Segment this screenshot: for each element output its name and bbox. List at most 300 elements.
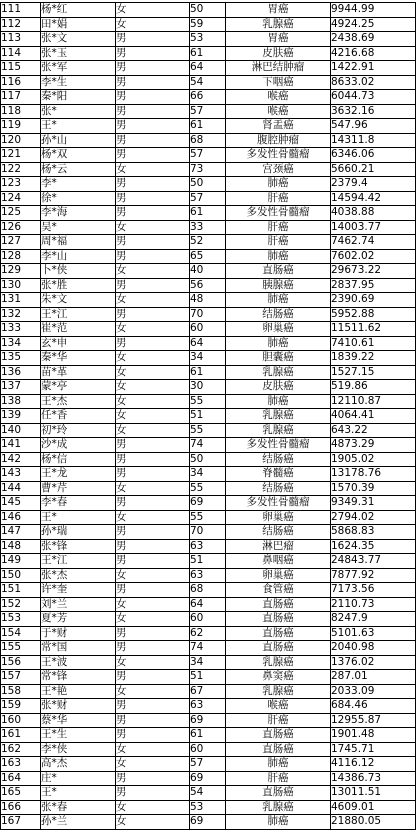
- patient-name-cell: 初*玲: [41, 423, 116, 438]
- cost-cell: 12955.87: [331, 713, 416, 728]
- row-number-cell: 116: [1, 75, 41, 90]
- patient-name-cell: 徐*: [41, 191, 116, 206]
- row-number-cell: 130: [1, 278, 41, 293]
- diagnosis-cell: 直肠癌: [226, 612, 331, 627]
- row-number-cell: 132: [1, 307, 41, 322]
- cost-cell: 1527.15: [331, 365, 416, 380]
- age-cell: 50: [190, 177, 226, 192]
- age-cell: 34: [190, 467, 226, 482]
- sex-cell: 男: [116, 177, 190, 192]
- patient-name-cell: 张*春: [41, 800, 116, 815]
- age-cell: 52: [190, 235, 226, 250]
- row-number-cell: 120: [1, 133, 41, 148]
- diagnosis-cell: 胃癌: [226, 3, 331, 18]
- diagnosis-cell: 卵巢癌: [226, 568, 331, 583]
- cost-cell: 2794.02: [331, 510, 416, 525]
- patient-name-cell: 王*: [41, 786, 116, 801]
- row-number-cell: 145: [1, 496, 41, 511]
- sex-cell: 男: [116, 670, 190, 685]
- table-row: [1, 46, 416, 61]
- row-number-cell: 155: [1, 641, 41, 656]
- row-number-cell: 114: [1, 46, 41, 61]
- sex-cell: 女: [116, 380, 190, 395]
- diagnosis-cell: 多发性骨髓瘤: [226, 148, 331, 163]
- patient-name-cell: 张*: [41, 104, 116, 119]
- cost-cell: 11511.62: [331, 322, 416, 337]
- diagnosis-cell: 胰腺癌: [226, 278, 331, 293]
- table-row: [1, 539, 416, 554]
- table-row: [1, 510, 416, 525]
- age-cell: 53: [190, 800, 226, 815]
- diagnosis-cell: 食管癌: [226, 583, 331, 598]
- table-row: [1, 148, 416, 163]
- diagnosis-cell: 肝癌: [226, 713, 331, 728]
- table-row: [1, 771, 416, 786]
- row-number-cell: 152: [1, 597, 41, 612]
- diagnosis-cell: 结肠癌: [226, 481, 331, 496]
- sex-cell: 女: [116, 481, 190, 496]
- row-number-cell: 139: [1, 409, 41, 424]
- sex-cell: 男: [116, 786, 190, 801]
- row-number-cell: 157: [1, 670, 41, 685]
- row-number-cell: 124: [1, 191, 41, 206]
- cost-cell: 9944.99: [331, 3, 416, 18]
- table-row: [1, 206, 416, 221]
- patient-name-cell: 常*国: [41, 641, 116, 656]
- table-row: [1, 104, 416, 119]
- diagnosis-cell: 乳腺癌: [226, 655, 331, 670]
- age-cell: 55: [190, 423, 226, 438]
- cost-cell: 1624.35: [331, 539, 416, 554]
- cost-cell: 14003.77: [331, 220, 416, 235]
- sex-cell: 男: [116, 336, 190, 351]
- sex-cell: 男: [116, 307, 190, 322]
- table-row: [1, 438, 416, 453]
- age-cell: 62: [190, 626, 226, 641]
- sex-cell: 女: [116, 655, 190, 670]
- table-row: [1, 496, 416, 511]
- cost-cell: 5660.21: [331, 162, 416, 177]
- table-row: [1, 815, 416, 830]
- age-cell: 57: [190, 191, 226, 206]
- age-cell: 64: [190, 597, 226, 612]
- age-cell: 33: [190, 220, 226, 235]
- diagnosis-cell: 喉癌: [226, 90, 331, 105]
- table-row: [1, 525, 416, 540]
- sex-cell: 男: [116, 728, 190, 743]
- sex-cell: 男: [116, 46, 190, 61]
- diagnosis-cell: 喉癌: [226, 104, 331, 119]
- patient-name-cell: 杨*云: [41, 162, 116, 177]
- table-row: [1, 467, 416, 482]
- diagnosis-cell: 乳腺癌: [226, 365, 331, 380]
- table-row: [1, 742, 416, 757]
- age-cell: 51: [190, 409, 226, 424]
- age-cell: 55: [190, 510, 226, 525]
- row-number-cell: 151: [1, 583, 41, 598]
- age-cell: 50: [190, 452, 226, 467]
- diagnosis-cell: 乳腺癌: [226, 409, 331, 424]
- table-row: [1, 32, 416, 47]
- sex-cell: 男: [116, 525, 190, 540]
- sex-cell: 男: [116, 90, 190, 105]
- sex-cell: 女: [116, 684, 190, 699]
- patient-name-cell: 李*生: [41, 75, 116, 90]
- table-row: [1, 423, 416, 438]
- row-number-cell: 119: [1, 119, 41, 134]
- age-cell: 54: [190, 75, 226, 90]
- patient-name-cell: 张*文: [41, 32, 116, 47]
- sex-cell: 女: [116, 162, 190, 177]
- cost-cell: 5952.88: [331, 307, 416, 322]
- age-cell: 68: [190, 133, 226, 148]
- age-cell: 61: [190, 206, 226, 221]
- patient-name-cell: 许*奎: [41, 583, 116, 598]
- diagnosis-cell: 多发性骨髓瘤: [226, 496, 331, 511]
- table-row: [1, 235, 416, 250]
- age-cell: 34: [190, 351, 226, 366]
- sex-cell: 男: [116, 75, 190, 90]
- diagnosis-cell: 肝癌: [226, 220, 331, 235]
- table-row: [1, 75, 416, 90]
- table-row: [1, 3, 416, 18]
- table-row: [1, 684, 416, 699]
- patient-name-cell: 沙*成: [41, 438, 116, 453]
- row-number-cell: 159: [1, 699, 41, 714]
- sex-cell: 女: [116, 409, 190, 424]
- diagnosis-cell: 宫颈癌: [226, 162, 331, 177]
- patient-name-cell: 高*杰: [41, 757, 116, 772]
- cost-cell: 29673.22: [331, 264, 416, 279]
- diagnosis-cell: 肺癌: [226, 757, 331, 772]
- age-cell: 51: [190, 554, 226, 569]
- age-cell: 65: [190, 249, 226, 264]
- row-number-cell: 131: [1, 293, 41, 308]
- diagnosis-cell: 淋巴瘤: [226, 539, 331, 554]
- cost-cell: 519.86: [331, 380, 416, 395]
- row-number-cell: 122: [1, 162, 41, 177]
- row-number-cell: 127: [1, 235, 41, 250]
- cost-cell: 4038.88: [331, 206, 416, 221]
- sex-cell: 男: [116, 641, 190, 656]
- cost-cell: 5101.63: [331, 626, 416, 641]
- patient-name-cell: 周*福: [41, 235, 116, 250]
- cost-cell: 7602.02: [331, 249, 416, 264]
- age-cell: 63: [190, 568, 226, 583]
- sex-cell: 男: [116, 191, 190, 206]
- patient-name-cell: 张*杰: [41, 568, 116, 583]
- patient-name-cell: 庄*: [41, 771, 116, 786]
- sex-cell: 男: [116, 133, 190, 148]
- patient-name-cell: 王*江: [41, 554, 116, 569]
- patient-name-cell: 夏*芳: [41, 612, 116, 627]
- table-row: [1, 133, 416, 148]
- cost-cell: 4116.12: [331, 757, 416, 772]
- age-cell: 34: [190, 655, 226, 670]
- diagnosis-cell: 直肠癌: [226, 264, 331, 279]
- diagnosis-cell: 喉癌: [226, 699, 331, 714]
- row-number-cell: 147: [1, 525, 41, 540]
- table-row: [1, 641, 416, 656]
- diagnosis-cell: 肝癌: [226, 191, 331, 206]
- cost-cell: 8633.02: [331, 75, 416, 90]
- sex-cell: 女: [116, 510, 190, 525]
- diagnosis-cell: 肺癌: [226, 249, 331, 264]
- sex-cell: 男: [116, 61, 190, 76]
- row-number-cell: 123: [1, 177, 41, 192]
- diagnosis-cell: 鼻咽癌: [226, 554, 331, 569]
- patient-name-cell: 张*军: [41, 61, 116, 76]
- diagnosis-cell: 肺癌: [226, 293, 331, 308]
- diagnosis-cell: 直肠癌: [226, 626, 331, 641]
- table-row: [1, 220, 416, 235]
- sex-cell: 男: [116, 626, 190, 641]
- diagnosis-cell: 肺癌: [226, 815, 331, 830]
- diagnosis-cell: 肝癌: [226, 771, 331, 786]
- cost-cell: 14311.8: [331, 133, 416, 148]
- sex-cell: 女: [116, 17, 190, 32]
- cost-cell: 1901.48: [331, 728, 416, 743]
- patient-name-cell: 王*龙: [41, 467, 116, 482]
- age-cell: 55: [190, 481, 226, 496]
- diagnosis-cell: 肾盂癌: [226, 119, 331, 134]
- age-cell: 51: [190, 670, 226, 685]
- sex-cell: 女: [116, 293, 190, 308]
- sex-cell: 男: [116, 554, 190, 569]
- row-number-cell: 117: [1, 90, 41, 105]
- diagnosis-cell: 卵巢癌: [226, 510, 331, 525]
- age-cell: 68: [190, 583, 226, 598]
- patient-name-cell: 崔*范: [41, 322, 116, 337]
- sex-cell: 男: [116, 583, 190, 598]
- diagnosis-cell: 乳腺癌: [226, 423, 331, 438]
- cost-cell: 684.46: [331, 699, 416, 714]
- sex-cell: 男: [116, 496, 190, 511]
- cost-cell: 8247.9: [331, 612, 416, 627]
- cost-cell: 2033.09: [331, 684, 416, 699]
- patient-name-cell: 李*: [41, 177, 116, 192]
- diagnosis-cell: 胃癌: [226, 32, 331, 47]
- sex-cell: 女: [116, 815, 190, 830]
- patient-name-cell: 孙*瑞: [41, 525, 116, 540]
- row-number-cell: 156: [1, 655, 41, 670]
- cost-cell: 13178.76: [331, 467, 416, 482]
- cost-cell: 4609.01: [331, 800, 416, 815]
- sex-cell: 女: [116, 322, 190, 337]
- diagnosis-cell: 直肠癌: [226, 786, 331, 801]
- row-number-cell: 165: [1, 786, 41, 801]
- cost-cell: 3632.16: [331, 104, 416, 119]
- table-row: [1, 583, 416, 598]
- age-cell: 59: [190, 17, 226, 32]
- sex-cell: 男: [116, 771, 190, 786]
- cost-cell: 7410.61: [331, 336, 416, 351]
- table-row: [1, 177, 416, 192]
- cost-cell: 2837.95: [331, 278, 416, 293]
- patient-name-cell: 孙*兰: [41, 815, 116, 830]
- age-cell: 60: [190, 322, 226, 337]
- row-number-cell: 154: [1, 626, 41, 641]
- diagnosis-cell: 下咽癌: [226, 75, 331, 90]
- sex-cell: 男: [116, 119, 190, 134]
- cost-cell: 2379.4: [331, 177, 416, 192]
- age-cell: 69: [190, 713, 226, 728]
- age-cell: 48: [190, 293, 226, 308]
- age-cell: 56: [190, 278, 226, 293]
- table-row: [1, 554, 416, 569]
- table-row: [1, 612, 416, 627]
- table-row: [1, 249, 416, 264]
- cost-cell: 2040.98: [331, 641, 416, 656]
- row-number-cell: 135: [1, 351, 41, 366]
- age-cell: 63: [190, 699, 226, 714]
- patient-name-cell: 朱*文: [41, 293, 116, 308]
- cost-cell: 24843.77: [331, 554, 416, 569]
- age-cell: 74: [190, 641, 226, 656]
- sex-cell: 女: [116, 612, 190, 627]
- age-cell: 61: [190, 119, 226, 134]
- row-number-cell: 153: [1, 612, 41, 627]
- cost-cell: 13011.51: [331, 786, 416, 801]
- cost-cell: 2390.69: [331, 293, 416, 308]
- diagnosis-cell: 乳腺癌: [226, 17, 331, 32]
- diagnosis-cell: 多发性骨髓瘤: [226, 206, 331, 221]
- sex-cell: 男: [116, 438, 190, 453]
- patient-name-cell: 孙*山: [41, 133, 116, 148]
- cost-cell: 7462.74: [331, 235, 416, 250]
- sex-cell: 女: [116, 220, 190, 235]
- diagnosis-cell: 乳腺癌: [226, 684, 331, 699]
- diagnosis-cell: 结肠癌: [226, 525, 331, 540]
- diagnosis-cell: 直肠癌: [226, 728, 331, 743]
- age-cell: 69: [190, 771, 226, 786]
- row-number-cell: 166: [1, 800, 41, 815]
- patient-table: [0, 2, 416, 830]
- table-row: [1, 119, 416, 134]
- diagnosis-cell: 结肠癌: [226, 307, 331, 322]
- age-cell: 57: [190, 148, 226, 163]
- cost-cell: 1839.22: [331, 351, 416, 366]
- diagnosis-cell: 肝癌: [226, 235, 331, 250]
- cost-cell: 9349.31: [331, 496, 416, 511]
- patient-name-cell: 杨*红: [41, 3, 116, 18]
- patient-name-cell: 田*娟: [41, 17, 116, 32]
- table-row: [1, 699, 416, 714]
- row-number-cell: 133: [1, 322, 41, 337]
- diagnosis-cell: 脊髓癌: [226, 467, 331, 482]
- cost-cell: 1745.71: [331, 742, 416, 757]
- diagnosis-cell: 肺癌: [226, 336, 331, 351]
- sex-cell: 男: [116, 249, 190, 264]
- table-row: [1, 307, 416, 322]
- diagnosis-cell: 乳腺癌: [226, 800, 331, 815]
- row-number-cell: 160: [1, 713, 41, 728]
- patient-name-cell: 张*胜: [41, 278, 116, 293]
- row-number-cell: 144: [1, 481, 41, 496]
- patient-name-cell: 于*财: [41, 626, 116, 641]
- table-row: [1, 452, 416, 467]
- cost-cell: 6044.73: [331, 90, 416, 105]
- row-number-cell: 162: [1, 742, 41, 757]
- table-row: [1, 90, 416, 105]
- table-row: [1, 17, 416, 32]
- table-body: [1, 3, 416, 830]
- row-number-cell: 113: [1, 32, 41, 47]
- diagnosis-cell: 皮肤癌: [226, 46, 331, 61]
- table-row: [1, 597, 416, 612]
- patient-name-cell: 蔡*华: [41, 713, 116, 728]
- table-row: [1, 293, 416, 308]
- cost-cell: 7877.92: [331, 568, 416, 583]
- cost-cell: 2110.73: [331, 597, 416, 612]
- age-cell: 74: [190, 438, 226, 453]
- patient-name-cell: 李*春: [41, 496, 116, 511]
- row-number-cell: 137: [1, 380, 41, 395]
- patient-name-cell: 张*锋: [41, 539, 116, 554]
- age-cell: 53: [190, 32, 226, 47]
- patient-name-cell: 张*财: [41, 699, 116, 714]
- age-cell: 40: [190, 264, 226, 279]
- cost-cell: 547.96: [331, 119, 416, 134]
- sex-cell: 女: [116, 423, 190, 438]
- age-cell: 60: [190, 742, 226, 757]
- sex-cell: 男: [116, 539, 190, 554]
- sex-cell: 男: [116, 699, 190, 714]
- patient-name-cell: 任*香: [41, 409, 116, 424]
- age-cell: 61: [190, 46, 226, 61]
- table-row: [1, 670, 416, 685]
- row-number-cell: 129: [1, 264, 41, 279]
- row-number-cell: 149: [1, 554, 41, 569]
- diagnosis-cell: 直肠癌: [226, 742, 331, 757]
- table-row: [1, 568, 416, 583]
- diagnosis-cell: 肺癌: [226, 394, 331, 409]
- table-row: [1, 394, 416, 409]
- table-row: [1, 626, 416, 641]
- age-cell: 63: [190, 539, 226, 554]
- row-number-cell: 121: [1, 148, 41, 163]
- patient-name-cell: 王*艳: [41, 684, 116, 699]
- age-cell: 60: [190, 612, 226, 627]
- cost-cell: 287.01: [331, 670, 416, 685]
- age-cell: 66: [190, 90, 226, 105]
- cost-cell: 7173.56: [331, 583, 416, 598]
- sex-cell: 男: [116, 467, 190, 482]
- cost-cell: 5868.83: [331, 525, 416, 540]
- age-cell: 73: [190, 162, 226, 177]
- sex-cell: 男: [116, 148, 190, 163]
- cost-cell: 1422.91: [331, 61, 416, 76]
- table-row: [1, 365, 416, 380]
- diagnosis-cell: 直肠癌: [226, 641, 331, 656]
- sex-cell: 女: [116, 800, 190, 815]
- age-cell: 57: [190, 104, 226, 119]
- diagnosis-cell: 结肠癌: [226, 452, 331, 467]
- row-number-cell: 112: [1, 17, 41, 32]
- patient-name-cell: 李*山: [41, 249, 116, 264]
- patient-name-cell: 苗*革: [41, 365, 116, 380]
- cost-cell: 2438.69: [331, 32, 416, 47]
- table-row: [1, 191, 416, 206]
- row-number-cell: 142: [1, 452, 41, 467]
- row-number-cell: 128: [1, 249, 41, 264]
- row-number-cell: 115: [1, 61, 41, 76]
- cost-cell: 6346.06: [331, 148, 416, 163]
- sex-cell: 男: [116, 206, 190, 221]
- sex-cell: 女: [116, 3, 190, 18]
- table-row: [1, 481, 416, 496]
- diagnosis-cell: 直肠癌: [226, 597, 331, 612]
